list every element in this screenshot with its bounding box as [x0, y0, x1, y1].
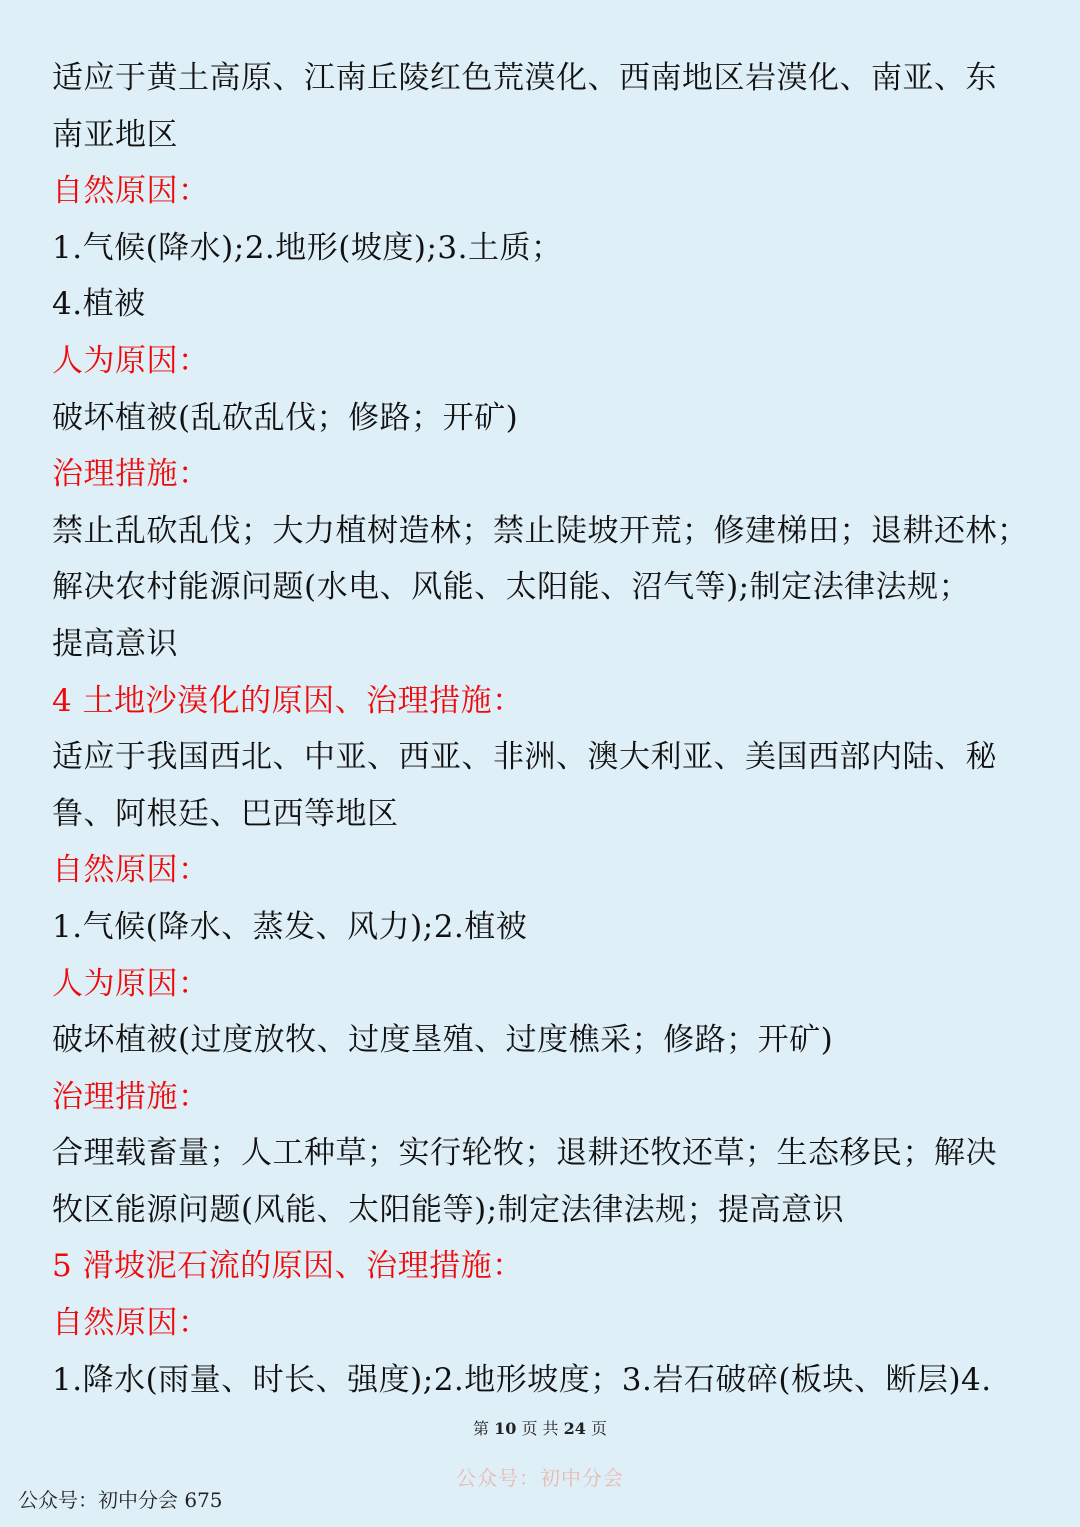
- text-line: 4.植被: [52, 286, 146, 323]
- text-line: 鲁、阿根廷、巴西等地区: [52, 795, 399, 832]
- account-label: 公众号：初中分会 675: [18, 1488, 223, 1512]
- text-line: 1.气候(降水);2.地形(坡度);3.土质；: [52, 229, 563, 266]
- footer-suffix: 页: [591, 1419, 608, 1438]
- text-line: 破坏植被(乱砍乱伐；修路；开矿): [52, 399, 519, 436]
- section-heading: 自然原因：: [52, 173, 210, 210]
- text-line: 合理载畜量；人工种草；实行轮牧；退耕还牧还草；生态移民；解决: [52, 1135, 997, 1172]
- total-pages-number: 24: [563, 1419, 586, 1438]
- text-line: 适应于黄土高原、江南丘陵红色荒漠化、西南地区岩漠化、南亚、东: [52, 60, 997, 96]
- watermark: 公众号：初中分会: [456, 1466, 624, 1490]
- text-line: 适应于我国西北、中亚、西亚、非洲、澳大利亚、美国西部内陆、秘: [52, 739, 997, 776]
- text-line: 破坏植被(过度放牧、过度垦殖、过度樵采；修路；开矿): [52, 1022, 834, 1059]
- section-heading: 治理措施：: [52, 1078, 210, 1115]
- document-body: [52, 50, 1042, 1408]
- text-line: 1.气候(降水、蒸发、风力);2.植被: [52, 908, 528, 945]
- page-footer: [0, 1416, 1080, 1439]
- section-heading: 人为原因：: [52, 965, 210, 1002]
- section-heading: 自然原因：: [52, 1305, 210, 1342]
- section-heading: 自然原因：: [52, 852, 210, 889]
- section-heading: 治理措施：: [52, 456, 210, 493]
- text-line: 禁止乱砍乱伐；大力植树造林；禁止陡坡开荒；修建梯田；退耕还林；: [52, 512, 1029, 549]
- text-line: 解决农村能源问题(水电、风能、太阳能、沼气等);制定法律法规；: [52, 569, 971, 606]
- current-page-number: 10: [494, 1419, 517, 1438]
- footer-middle: 页 共: [521, 1419, 559, 1438]
- text-line: 牧区能源问题(风能、太阳能等);制定法律法规；提高意识: [52, 1191, 845, 1228]
- text-line: 提高意识: [52, 625, 178, 662]
- section-heading: 人为原因：: [52, 342, 210, 379]
- topic-heading: 4 土地沙漠化的原因、治理措施：: [52, 682, 524, 719]
- text-line: 1.降水(雨量、时长、强度);2.地形坡度；3.岩石破碎(板块、断层)4.: [52, 1361, 992, 1398]
- topic-heading: 5 滑坡泥石流的原因、治理措施：: [52, 1248, 524, 1285]
- footer-prefix: 第: [472, 1419, 489, 1438]
- text-line: 南亚地区: [52, 116, 178, 153]
